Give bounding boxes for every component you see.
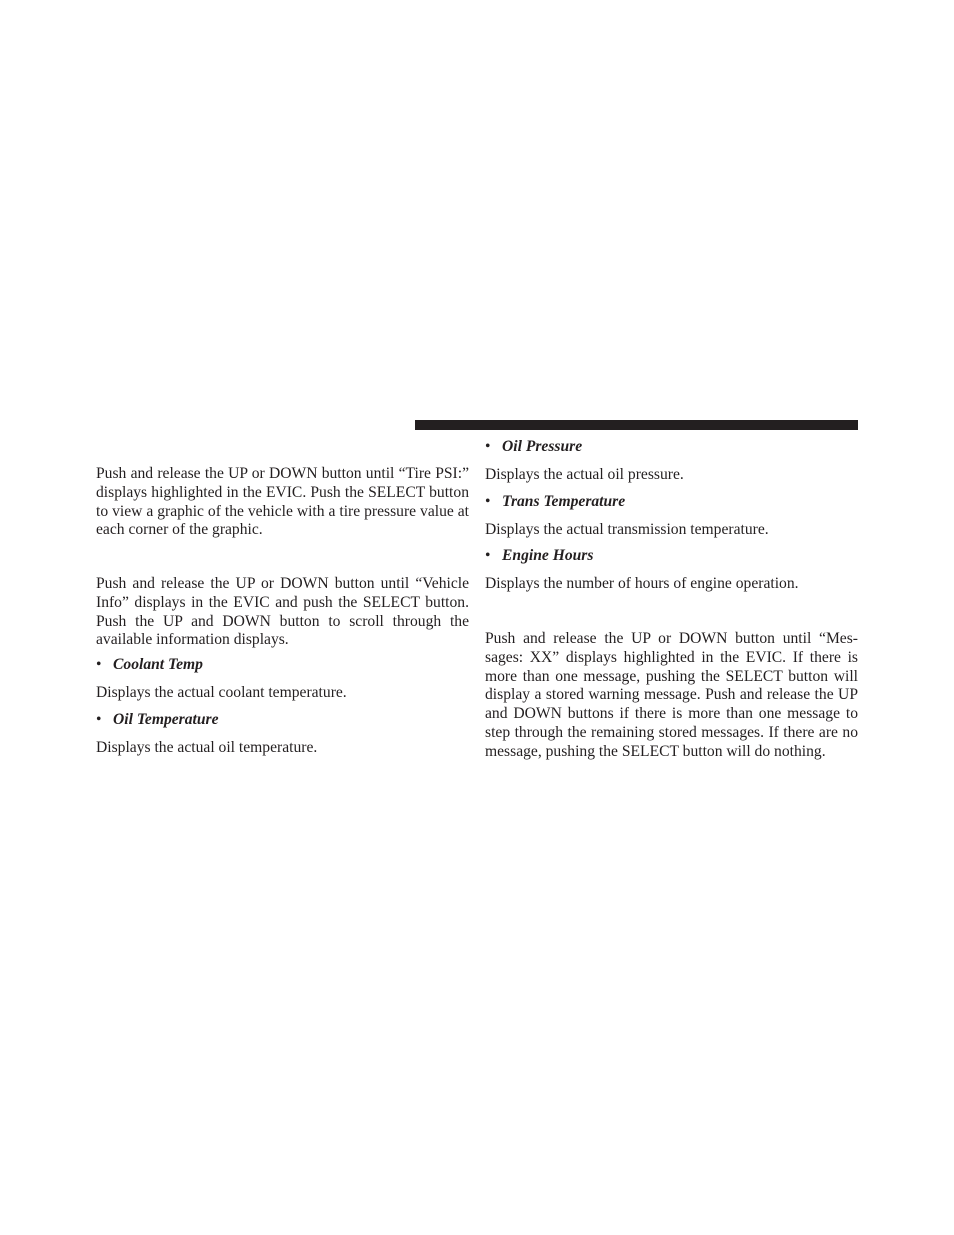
messages-paragraph: Push and release the UP or DOWN button until “Mes-sages: XX” displays highlighted in the EVIC. If there is more than one message, pushing the SELECT button will display a stored warning message. Push and release the UP and DOWN buttons if there is more than one message to step through the remaining stored messages. If there are no message, pushing the SELECT button will do nothing. — [485, 630, 858, 760]
tire-psi-paragraph: Push and release the UP or DOWN button until “Tire PSI:” displays highlighted in the EVIC. Push the SELECT button to view a graphic of the vehicle with a tire pressure value at each corner of the graphic. — [96, 465, 469, 539]
bullet-icon: • — [485, 493, 491, 510]
bullet-icon: • — [96, 711, 102, 728]
coolant-temp-item — [96, 656, 469, 675]
oil-pressure-item — [485, 438, 858, 457]
vehicle-info-paragraph: Push and release the UP or DOWN button until “Vehicle Info” displays in the EVIC and push the SELECT button. Push the UP and DOWN button to scroll through the available information displays. — [96, 575, 469, 649]
oil-temperature-label: Oil Temperature — [113, 711, 219, 728]
trans-temperature-label: Trans Temperature — [502, 493, 626, 510]
trans-temperature-item — [485, 493, 858, 512]
engine-hours-description: Displays the number of hours of engine operation. — [485, 575, 799, 592]
oil-temperature-item — [96, 711, 469, 730]
bullet-icon: • — [96, 656, 102, 673]
section-header-rule — [415, 420, 858, 430]
oil-temperature-description: Displays the actual oil temperature. — [96, 739, 318, 756]
coolant-temp-description: Displays the actual coolant temperature. — [96, 684, 347, 701]
engine-hours-item — [485, 547, 858, 566]
bullet-icon: • — [485, 438, 491, 455]
oil-pressure-label: Oil Pressure — [502, 438, 583, 455]
coolant-temp-label: Coolant Temp — [113, 656, 203, 673]
engine-hours-label: Engine Hours — [502, 547, 594, 564]
trans-temperature-description: Displays the actual transmission temperature. — [485, 521, 769, 538]
oil-pressure-description: Displays the actual oil pressure. — [485, 466, 684, 483]
bullet-icon: • — [485, 547, 491, 564]
